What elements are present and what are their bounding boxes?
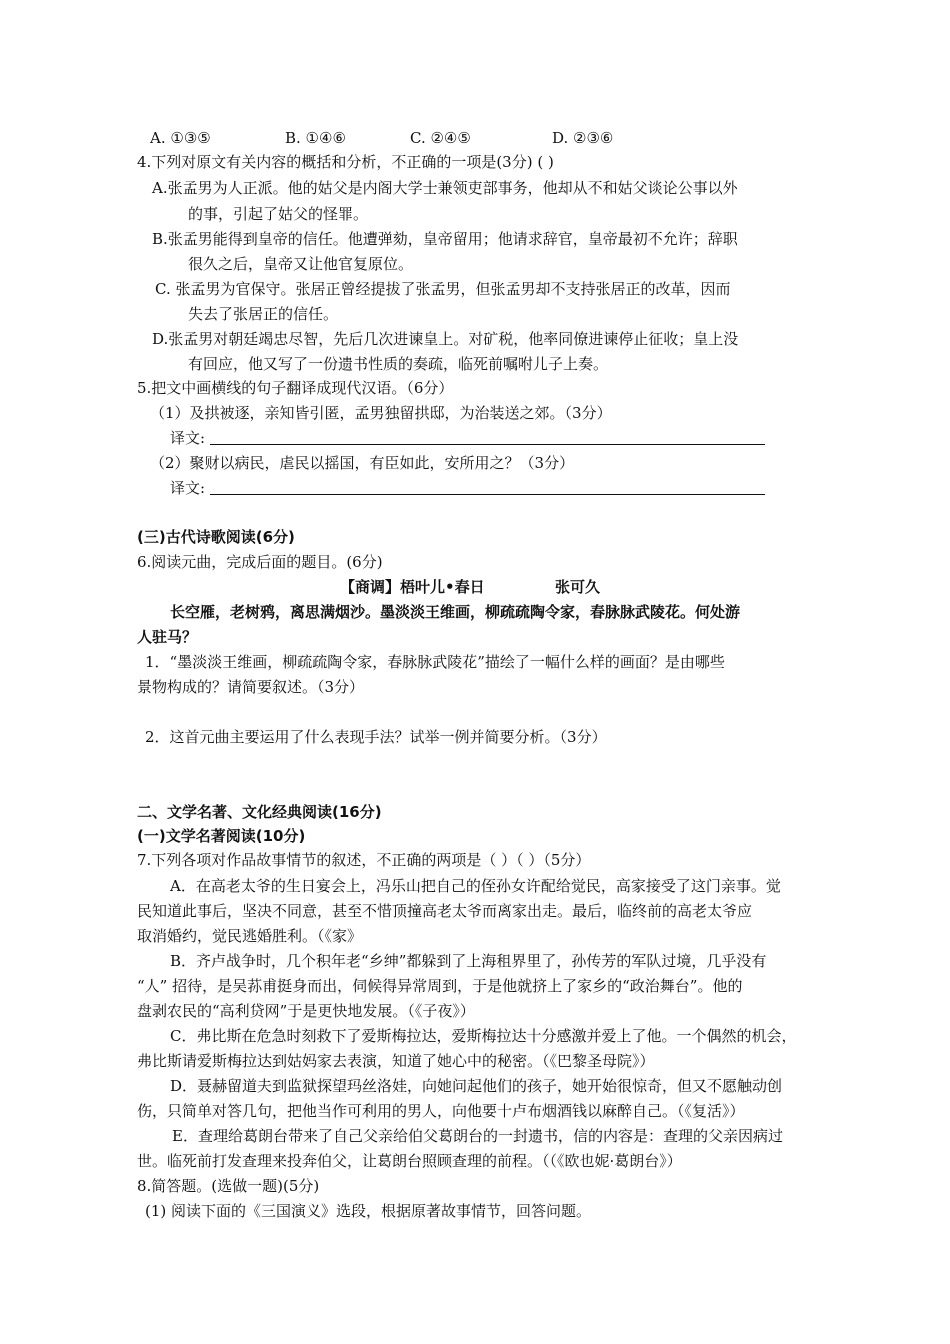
poem-title: 【商调】梧叶儿•春日 [340, 578, 485, 596]
q5-answer-label-1: 译文: [170, 429, 206, 447]
q7-stem: 7.下列各项对作品故事情节的叙述，不正确的两项是（ ）（ ）（5分） [137, 851, 591, 869]
q7-option-d-line1: D．聂赫留道夫到监狱探望玛丝洛娃，向她问起他们的孩子，她开始很惊奇，但又不愿触动创 [170, 1077, 783, 1095]
q4-option-c-line2: 失去了张居正的信任。 [188, 305, 339, 323]
q4-option-d-line1: D.张孟男对朝廷竭忠尽智，先后几次进谏皇上。对矿税，他率同僚进谏停止征收；皇上没 [152, 330, 739, 348]
q7-option-b-line1: B．齐卢战争时，几个积年老“乡绅”都躲到了上海租界里了，孙传芳的军队过境，几乎没有 [170, 952, 767, 970]
q4-stem: 4.下列对原文有关内容的概括和分析，不正确的一项是(3分) ( ) [137, 153, 554, 171]
poem-line-1: 长空雁，老树鸦，离思满烟沙。墨淡淡王维画，柳疏疏陶令家，春脉脉武陵花。何处游 [170, 603, 741, 621]
q5-answer-line-1[interactable] [210, 444, 765, 445]
q4-option-c-line1: C. 张孟男为官保守。张居正曾经提拔了张孟男，但张孟男却不支持张居正的改革，因而 [155, 280, 731, 298]
q8-stem: 8.简答题。(选做一题)(5分) [137, 1177, 320, 1195]
q7-option-e-line1: E．查理给葛朗台带来了自己父亲给伯父葛朗台的一封遗书，信的内容是：查理的父亲因病过 [172, 1127, 783, 1145]
q7-option-a-line1: A．在高老太爷的生日宴会上，冯乐山把自己的侄孙女许配给觉民，高家接受了这门亲事。觉 [170, 877, 781, 895]
q6-subquestion-1-line2: 景物构成的？请简要叙述。（3分） [137, 678, 365, 696]
q3-option-d: D. ②③⑥ [552, 129, 614, 147]
q8-subquestion-1: (1) 阅读下面的《三国演义》选段，根据原著故事情节，回答问题。 [145, 1202, 592, 1220]
q4-option-d-line2: 有回应，他又写了一份遗书性质的奏疏，临死前嘱咐儿子上奏。 [188, 355, 609, 373]
q7-option-d-line2: 伤，只简单对答几句，把他当作可利用的男人，向他要十卢布烟酒钱以麻醉自己。（《复活》） [137, 1102, 745, 1120]
q6-subquestion-1-line1: 1．“墨淡淡王维画，柳疏疏陶令家，春脉脉武陵花”描绘了一幅什么样的画面？是由哪些 [145, 653, 725, 671]
section-poetry-title: (三)古代诗歌阅读(6分) [137, 528, 295, 546]
q7-option-c-line2: 弗比斯请爱斯梅拉达到姑妈家去表演，知道了她心中的秘密。（《巴黎圣母院》） [137, 1052, 655, 1070]
q3-option-a: A. ①③⑤ [150, 129, 211, 147]
q3-options [150, 128, 613, 148]
q4-option-b-line2: 很久之后，皇帝又让他官复原位。 [188, 255, 414, 273]
q5-sentence-2: （2）聚财以病民，虐民以摇国，有臣如此，安所用之？（3分） [150, 454, 575, 472]
q4-option-a-line1: A.张孟男为人正派。他的姑父是内阁大学士兼领吏部事务，他却从不和姑父谈论公事以外 [152, 179, 738, 197]
q5-answer-line-2[interactable] [210, 494, 765, 495]
q7-option-a-line3: 取消婚约，觉民逃婚胜利。（《家》 [137, 927, 363, 945]
q4-option-b-line1: B.张孟男能得到皇帝的信任。他遭弹劾，皇帝留用；他请求辞官，皇帝最初不允许；辞职 [152, 230, 738, 248]
q6-stem: 6.阅读元曲，完成后面的题目。(6分) [137, 553, 383, 571]
section-classics-subtitle: (一)文学名著阅读(10分) [137, 827, 306, 845]
q4-option-a-line2: 的事，引起了姑父的怪罪。 [188, 205, 369, 223]
q7-option-b-line2: “人” 招待，是吴荪甫挺身而出，伺候得异常周到，于是他就挤上了家乡的“政治舞台”。他的 [137, 977, 743, 995]
q3-option-c: C. ②④⑤ [410, 129, 471, 147]
q3-option-b: B. ①④⑥ [285, 129, 346, 147]
q7-option-a-line2: 民知道此事后，坚决不同意，甚至不惜顶撞高老太爷而离家出走。最后，临终前的高老太爷应 [137, 902, 753, 920]
section-classics-title: 二、文学名著、文化经典阅读(16分) [137, 803, 382, 821]
q5-stem: 5.把文中画横线的句子翻译成现代汉语。（6分） [137, 379, 454, 397]
q5-sentence-1: （1）及拱被逐，亲知皆引匿，孟男独留拱邸，为治装送之郊。（3分） [150, 404, 612, 422]
q7-option-b-line3: 盘剥农民的“高利贷网”于是更快地发展。（《子夜》） [137, 1002, 475, 1020]
poem-author: 张可久 [555, 578, 601, 596]
q7-option-c-line1: C．弗比斯在危急时刻救下了爱斯梅拉达，爱斯梅拉达十分感激并爱上了他。一个偶然的机会， [170, 1027, 797, 1045]
q5-answer-label-2: 译文: [170, 479, 206, 497]
q6-subquestion-2: 2．这首元曲主要运用了什么表现手法？试举一例并简要分析。（3分） [145, 728, 607, 746]
q7-option-e-line2: 世。临死前打发查理来投奔伯父，让葛朗台照顾查理的前程。（（《欧也妮·葛朗台》） [137, 1152, 682, 1170]
poem-line-2: 人驻马？ [137, 628, 198, 646]
